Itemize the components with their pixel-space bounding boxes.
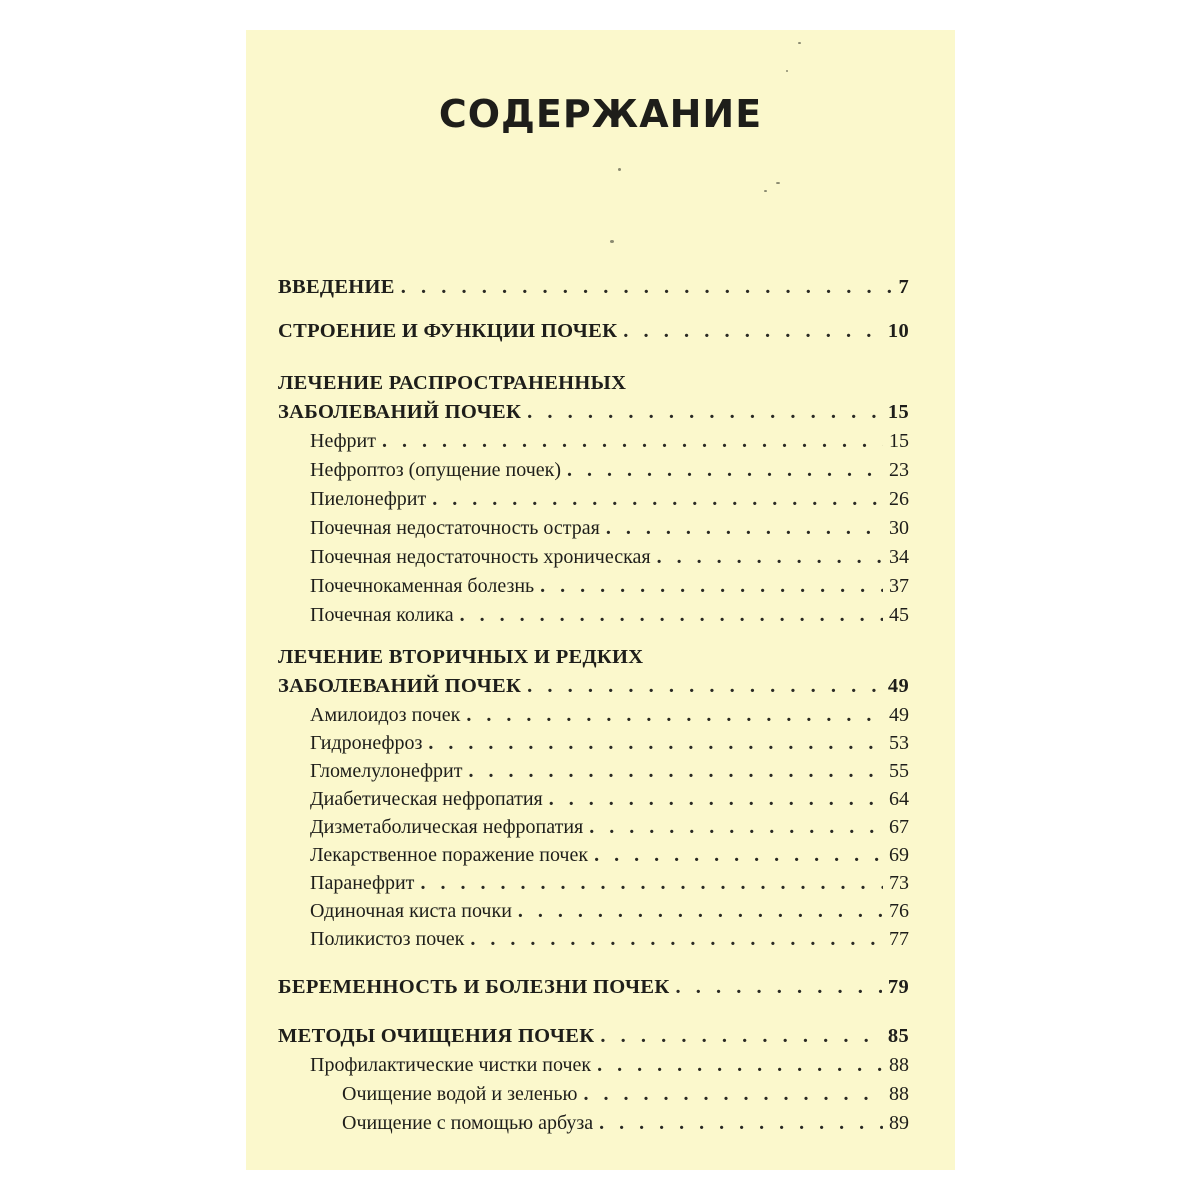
toc-entry-page: 85: [887, 1025, 909, 1047]
toc-entry-page: 79: [887, 976, 909, 998]
dot-leader: [432, 488, 883, 511]
toc-entry-page: 55: [889, 760, 909, 782]
toc-entry: [310, 872, 909, 902]
toc-entry: [278, 1025, 909, 1055]
toc-entry: [310, 844, 909, 874]
toc-entry-label: БЕРЕМЕННОСТЬ И БОЛЕЗНИ ПОЧЕК: [278, 976, 670, 998]
toc-entry-label: ЛЕЧЕНИЕ РАСПРОСТРАНЕННЫХ: [278, 372, 627, 394]
toc-entry-page: 10: [887, 320, 909, 342]
toc-entry-label: ВВЕДЕНИЕ: [278, 276, 395, 298]
dot-leader: [600, 1025, 881, 1048]
dot-leader: [527, 401, 882, 424]
toc-entry-page: 45: [889, 604, 909, 626]
toc-entry-page: 34: [889, 546, 909, 568]
toc-entry: [310, 517, 909, 547]
toc-entry: [310, 488, 909, 518]
dot-leader: [589, 816, 883, 839]
dot-leader: [527, 675, 882, 698]
dot-leader: [594, 844, 883, 867]
dot-leader: [599, 1112, 883, 1135]
toc-entry: [342, 1083, 909, 1113]
toc-entry-page: 89: [889, 1112, 909, 1134]
dot-leader: [597, 1054, 883, 1077]
toc-entry-page: 76: [889, 900, 909, 922]
toc-entry-page: 64: [889, 788, 909, 810]
toc-entry-label: Почечная недостаточность острая: [310, 517, 600, 539]
toc-entry-label: Нефрит: [310, 430, 376, 452]
dot-leader: [469, 760, 884, 783]
toc-entry-label: Гломелулонефрит: [310, 760, 463, 782]
paper-speck: [610, 240, 614, 243]
paper-speck: [618, 168, 621, 171]
toc-entry: [310, 928, 909, 958]
page-title: СОДЕРЖАНИЕ: [438, 92, 763, 136]
dot-leader: [460, 604, 883, 627]
toc-entry: [342, 1112, 909, 1142]
dot-leader: [470, 928, 883, 951]
toc-entry-label: ЛЕЧЕНИЕ ВТОРИЧНЫХ И РЕДКИХ: [278, 646, 644, 668]
toc-entry-page: 49: [889, 704, 909, 726]
toc-entry: [310, 900, 909, 930]
dot-leader: [549, 788, 883, 811]
toc-entry-first-line: [278, 372, 909, 402]
dot-leader: [540, 575, 883, 598]
toc-entry-label: Очищение водой и зеленью: [342, 1083, 578, 1105]
dot-leader: [583, 1083, 883, 1106]
toc-entry-first-line: [278, 646, 909, 676]
toc-entry-label: Дизметаболическая нефропатия: [310, 816, 584, 838]
toc-entry-label: Гидронефроз: [310, 732, 423, 754]
toc-entry-page: 88: [889, 1054, 909, 1076]
toc-entry-label: СТРОЕНИЕ И ФУНКЦИИ ПОЧЕК: [278, 320, 618, 342]
toc-entry-page: 49: [887, 675, 909, 697]
toc-entry-page: 15: [889, 430, 909, 452]
toc-entry: [278, 320, 909, 350]
dot-leader: [420, 872, 883, 895]
dot-leader: [623, 320, 882, 343]
paper-speck: [786, 70, 788, 72]
dot-leader: [606, 517, 883, 540]
dot-leader: [567, 459, 883, 482]
toc-entry: [278, 276, 909, 306]
toc-entry-label: Очищение с помощью арбуза: [342, 1112, 594, 1134]
toc-entry-label: МЕТОДЫ ОЧИЩЕНИЯ ПОЧЕК: [278, 1025, 595, 1047]
toc-entry-label: Амилоидоз почек: [310, 704, 461, 726]
toc-entry: [310, 760, 909, 790]
toc-entry: [278, 976, 909, 1006]
toc-entry-page: 30: [889, 517, 909, 539]
toc-entry: [310, 1054, 909, 1084]
paper-speck: [798, 42, 801, 44]
toc-entry-page: 69: [889, 844, 909, 866]
toc-entry-page: 7: [898, 276, 909, 298]
toc-entry-label: Поликистоз почек: [310, 928, 465, 950]
dot-leader: [428, 732, 883, 755]
toc-entry-page: 15: [887, 401, 909, 423]
toc-entry-label: ЗАБОЛЕВАНИЙ ПОЧЕК: [278, 401, 522, 423]
toc-entry: [310, 788, 909, 818]
dot-leader: [382, 430, 883, 453]
paper-speck: [776, 182, 780, 184]
toc-entry: [310, 704, 909, 734]
dot-leader: [466, 704, 883, 727]
toc-entry-label: Почечная недостаточность хроническая: [310, 546, 651, 568]
paper-speck: [764, 190, 767, 192]
toc-entry-page: 53: [889, 732, 909, 754]
toc-entry: [310, 546, 909, 576]
toc-entry-label: Паранефрит: [310, 872, 415, 894]
toc-entry-page: 37: [889, 575, 909, 597]
toc-entry-label: Пиелонефрит: [310, 488, 427, 510]
toc-entry: [310, 430, 909, 460]
toc-entry-label: Профилактические чистки почек: [310, 1054, 592, 1076]
toc-entry-label: Почечнокаменная болезнь: [310, 575, 535, 597]
toc-entry-label: Нефроптоз (опущение почек): [310, 459, 562, 481]
toc-entry-page: 67: [889, 816, 909, 838]
toc-entry: [278, 675, 909, 705]
toc-entry-label: Лекарственное поражение почек: [310, 844, 589, 866]
dot-leader: [676, 976, 882, 999]
toc-entry-page: 77: [889, 928, 909, 950]
toc-entry: [310, 575, 909, 605]
toc-entry-page: 26: [889, 488, 909, 510]
toc-entry-page: 73: [889, 872, 909, 894]
toc-entry-label: Диабетическая нефропатия: [310, 788, 543, 810]
book-page: [246, 30, 955, 1170]
toc-entry-page: 23: [889, 459, 909, 481]
dot-leader: [518, 900, 883, 923]
toc-entry: [310, 732, 909, 762]
toc-entry-label: ЗАБОЛЕВАНИЙ ПОЧЕК: [278, 675, 522, 697]
toc-entry: [310, 459, 909, 489]
toc-entry-label: Почечная колика: [310, 604, 454, 626]
toc-entry-page: 88: [889, 1083, 909, 1105]
toc-entry-label: Одиночная киста почки: [310, 900, 512, 922]
toc-entry: [310, 604, 909, 634]
toc-entry: [310, 816, 909, 846]
dot-leader: [657, 546, 883, 569]
toc-entry: [278, 401, 909, 431]
dot-leader: [401, 276, 893, 299]
